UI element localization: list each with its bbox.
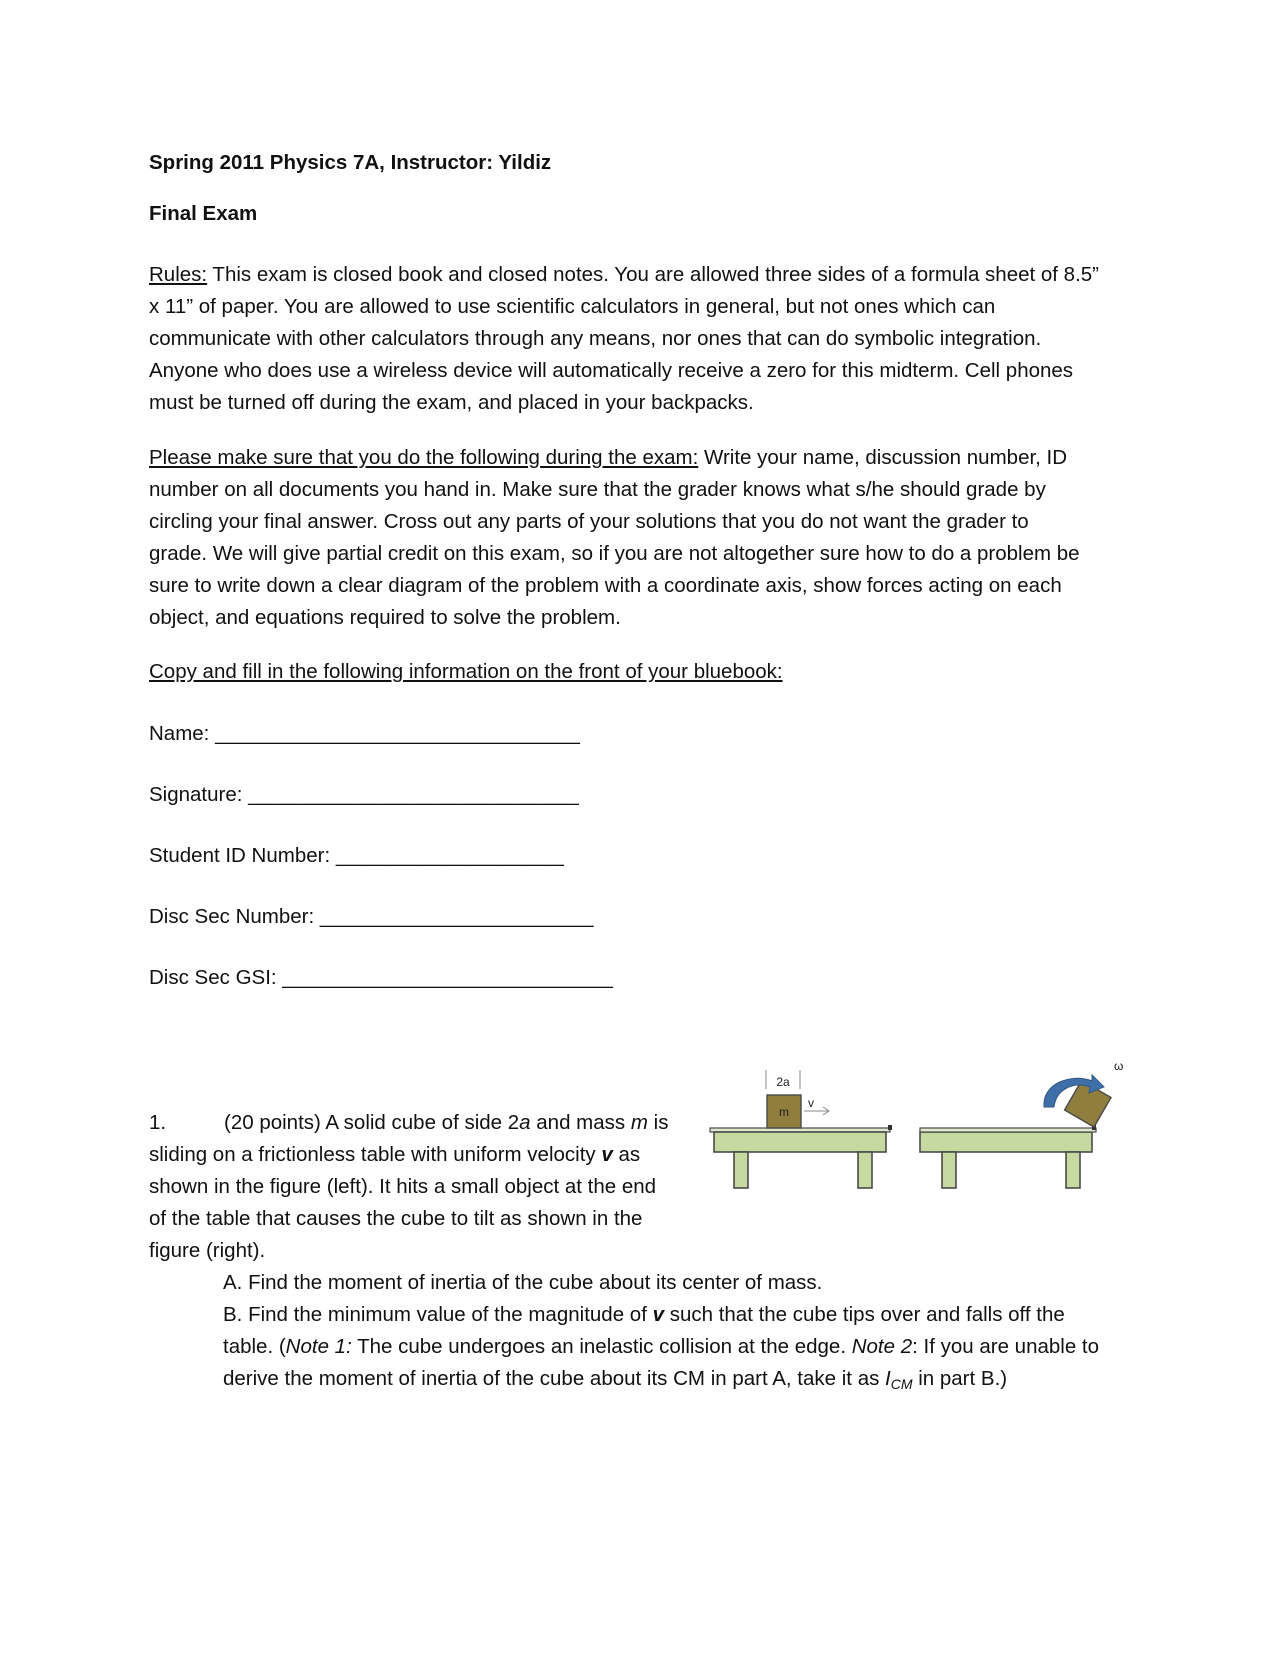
field-blank: ________________________ [319, 905, 594, 928]
variable-v: v [601, 1143, 613, 1166]
disc-sec-number-field [149, 901, 594, 933]
rules-line: This exam is closed book and closed notes. You are allowed three sides of a formula sheet of 8.5” [207, 263, 1100, 286]
course-title: Spring 2011 Physics 7A, Instructor: Yildiz [149, 151, 552, 174]
field-label: Disc Sec GSI: [149, 966, 283, 989]
instructions-line: number on all documents you hand in. Make sure that the grader knows what s/he should grade by [149, 478, 1046, 501]
name-field [149, 718, 580, 750]
rules-line: x 11” of paper. You are allowed to use scientific calculators in general, but not ones which can [149, 295, 996, 318]
question-text: figure (right). [149, 1239, 266, 1262]
right-table-rim [920, 1128, 1096, 1132]
part-a: A. Find the moment of inertia of the cube about its center of mass. [223, 1271, 823, 1294]
part-b-text: table. ( [223, 1335, 286, 1358]
field-label: Name: [149, 722, 216, 745]
icm-subscript: CM [890, 1376, 913, 1392]
question-text: A solid cube of side 2 [320, 1111, 520, 1134]
left-table-leg [734, 1152, 748, 1188]
left-table-leg [858, 1152, 872, 1188]
exam-title: Final Exam [149, 202, 258, 225]
instructions-line: grade. We will give partial credit on this exam, so if you are not altogether sure how to do a problem be [149, 542, 1080, 565]
field-blank: _____________________________ [248, 783, 579, 806]
edge-stopper [888, 1125, 892, 1130]
instructions-line: Write your name, discussion number, ID [698, 446, 1068, 469]
instructions-label: Please make sure that you do the following during the exam: [149, 446, 699, 469]
question-1-parts [223, 1267, 1143, 1400]
question-text: as [612, 1143, 641, 1166]
part-b-text: such that the cube tips over and falls off the [664, 1303, 1065, 1326]
cube-table-figure [700, 1055, 1160, 1205]
rules-line: Anyone who does use a wireless device will automatically receive a zero for this midterm. Cell phones [149, 359, 1074, 382]
rules-line: must be turned off during the exam, and placed in your backpacks. [149, 391, 754, 414]
right-table-top [920, 1132, 1092, 1152]
note-2-label: Note 2 [851, 1335, 913, 1358]
field-blank: ________________________________ [215, 722, 580, 745]
field-label: Student ID Number: [149, 844, 336, 867]
question-1-text [149, 1107, 709, 1267]
question-text: sliding on a frictionless table with uniform velocity [149, 1143, 602, 1166]
part-b-text: derive the moment of inertia of the cube about its CM in part A, take it as [223, 1367, 886, 1390]
part-b-line [223, 1331, 1143, 1363]
question-text: is [647, 1111, 669, 1134]
part-b-line [223, 1299, 1143, 1331]
part-b-line [223, 1363, 1143, 1400]
disc-sec-gsi-field [149, 962, 613, 994]
omega-label: ω [1114, 1059, 1124, 1073]
instructions-line: circling your final answer. Cross out any parts of your solutions that you do not want the grader to [149, 510, 1029, 533]
rules-line: communicate with other calculators through any means, nor ones that can do symbolic integration. [149, 327, 1042, 350]
icm-symbol: I [885, 1367, 891, 1390]
part-b-text: The cube undergoes an inelastic collision at the edge. [351, 1335, 852, 1358]
part-b-text: : If you are unable to [912, 1335, 1100, 1358]
note-1-label: Note 1: [285, 1335, 352, 1358]
part-b-text: in part B.) [912, 1367, 1008, 1390]
left-table-top [714, 1132, 886, 1152]
side-label: 2a [776, 1075, 790, 1089]
instructions-line: object, and equations required to solve the problem. [149, 606, 621, 629]
mass-label: m [779, 1105, 789, 1119]
question-text: of the table that causes the cube to tilt as shown in the [149, 1207, 643, 1230]
part-b-text: B. Find the minimum value of the magnitude of [223, 1303, 653, 1326]
signature-field [149, 779, 579, 811]
left-table [710, 1125, 892, 1188]
variable-m: m [630, 1111, 648, 1134]
question-text: shown in the figure (left). It hits a small object at the end [149, 1175, 657, 1198]
velocity-label: v [808, 1096, 814, 1110]
question-number: 1. [149, 1111, 167, 1134]
field-blank: ____________________ [335, 844, 564, 867]
rules-paragraph [149, 259, 1129, 419]
rules-label: Rules: [149, 263, 208, 286]
field-label: Disc Sec Number: [149, 905, 320, 928]
question-text: and mass [530, 1111, 631, 1134]
question-points: (20 points) [224, 1111, 321, 1134]
field-blank: _____________________________ [282, 966, 613, 989]
right-table-leg [942, 1152, 956, 1188]
student-id-field [149, 840, 564, 872]
variable-v: v [652, 1303, 664, 1326]
bluebook-heading: Copy and fill in the following information on the front of your bluebook: [149, 660, 783, 683]
variable-a: a [519, 1111, 531, 1134]
instructions-line: sure to write down a clear diagram of the problem with a coordinate axis, show forces acting on each [149, 574, 1062, 597]
field-label: Signature: [149, 783, 249, 806]
right-table-leg [1066, 1152, 1080, 1188]
right-table [920, 1125, 1096, 1188]
instructions-paragraph [149, 442, 1129, 634]
